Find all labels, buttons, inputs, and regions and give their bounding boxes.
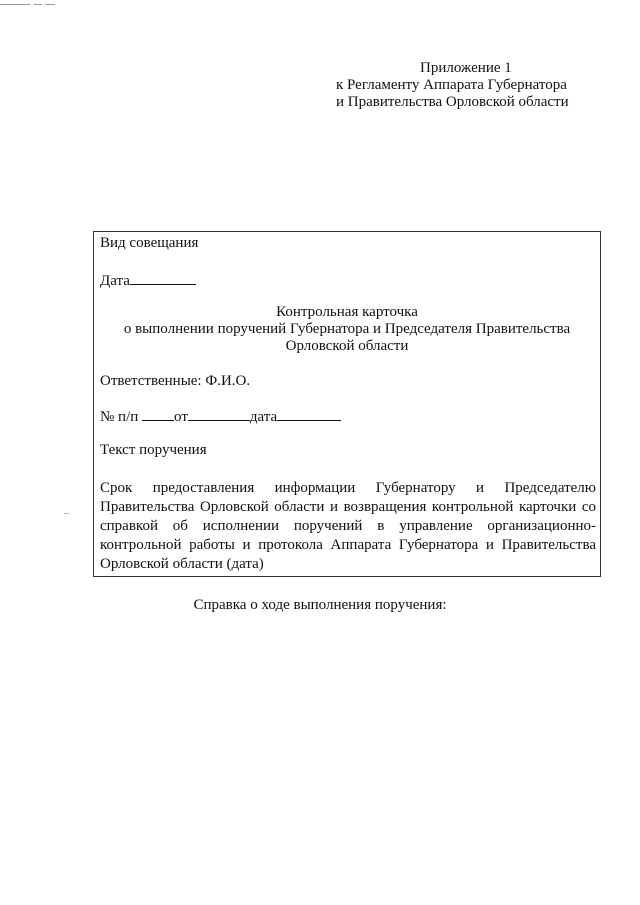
date-label: Дата [100, 273, 130, 289]
deadline-paragraph: Срок предоставления информации Губернатору и Председателю Правительства Орловской области и возвращения контрольной карточки со справкой об исполнении поручений в управление организационно-контрольной работы и протокола Аппарата Губернатора и Правительства Орловской области (дата) [100, 480, 596, 572]
instruction-text-label: Текст поручения [100, 442, 207, 458]
card-title-line2: о выполнении поручений Губернатора и Председателя Правительства [123, 321, 571, 337]
date-row [100, 271, 196, 290]
appendix-government-line: и Правительства Орловской области [336, 94, 569, 110]
scan-side-mark [64, 513, 69, 514]
number-blank-line [142, 407, 174, 421]
date2-label: дата [249, 409, 278, 425]
appendix-header [336, 60, 596, 111]
report-heading: Справка о ходе выполнения поручения: [193, 597, 447, 613]
from-label: от [174, 409, 188, 425]
from-blank-line [188, 407, 250, 421]
scan-corner-mark [0, 4, 60, 10]
number-row [100, 407, 341, 426]
appendix-regulation-line: к Регламенту Аппарата Губернатора [336, 77, 567, 93]
date2-blank-line [277, 407, 341, 421]
number-label: № п/п [100, 409, 139, 425]
appendix-number: Приложение 1 [420, 60, 512, 76]
meeting-type-label: Вид совещания [100, 235, 199, 251]
date-blank-line [130, 271, 196, 285]
control-card [93, 231, 601, 577]
card-title-line1: Контрольная карточка [276, 304, 418, 320]
card-title-line3: Орловской области [285, 338, 409, 354]
responsible-label: Ответственные: Ф.И.О. [100, 373, 251, 389]
card-title [94, 304, 600, 355]
